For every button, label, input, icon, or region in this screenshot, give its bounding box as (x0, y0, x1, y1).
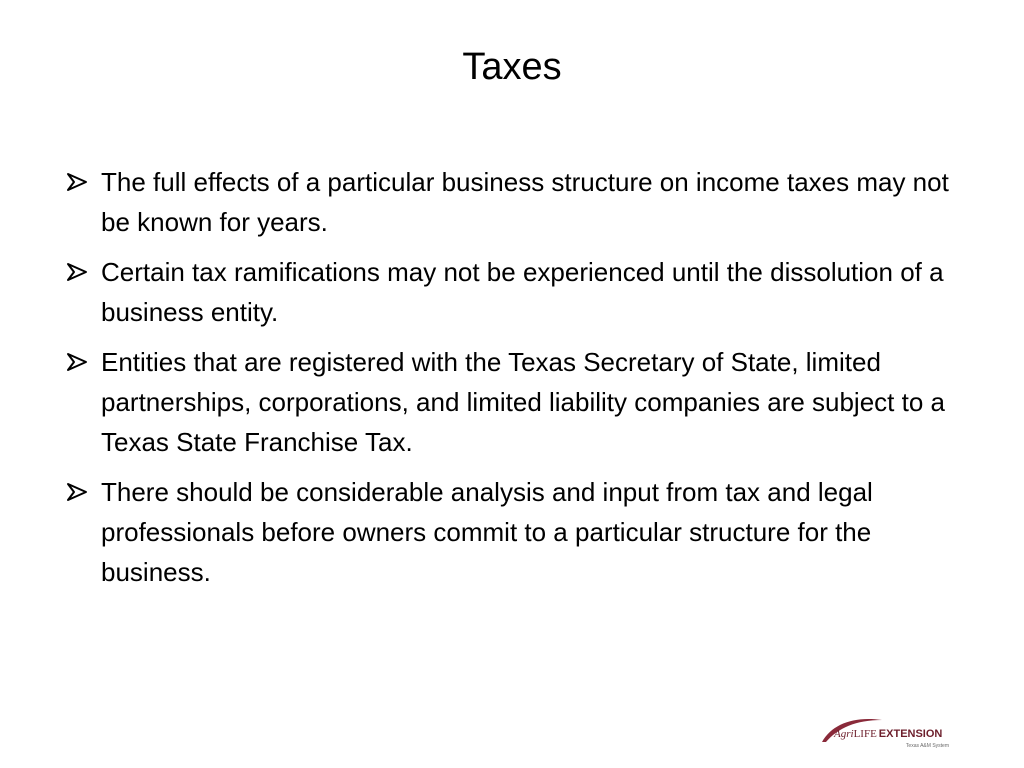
bullet-list (66, 162, 966, 602)
bullet-text: The full effects of a particular business structure on income taxes may not be known for years. (101, 167, 949, 237)
slide-title: Taxes (462, 46, 562, 88)
arrow-bullet-icon (66, 262, 88, 282)
arrow-bullet-icon (66, 482, 88, 502)
bullet-item (66, 252, 966, 332)
logo-wordmark (834, 727, 942, 741)
bullet-item (66, 342, 966, 462)
bullet-text: Entities that are registered with the Texas Secretary of State, limited partnerships, corporations, and limited liability companies are subject to a Texas State Franchise Tax. (101, 347, 945, 457)
arrow-bullet-icon (66, 172, 88, 192)
logo-agri: Agri (834, 728, 854, 740)
arrow-bullet-icon (66, 352, 88, 372)
bullet-text: Certain tax ramifications may not be experienced until the dissolution of a business entity. (101, 257, 944, 327)
bullet-item (66, 472, 966, 592)
logo-life: LIFE (853, 728, 877, 740)
agrilife-extension-logo (820, 716, 952, 752)
bullet-text: There should be considerable analysis and input from tax and legal professionals before owners commit to a particular structure for the business. (101, 477, 873, 587)
logo-extension: EXTENSION (878, 728, 943, 740)
bullet-item (66, 162, 966, 242)
logo-subtitle: Texas A&M System (905, 743, 949, 749)
